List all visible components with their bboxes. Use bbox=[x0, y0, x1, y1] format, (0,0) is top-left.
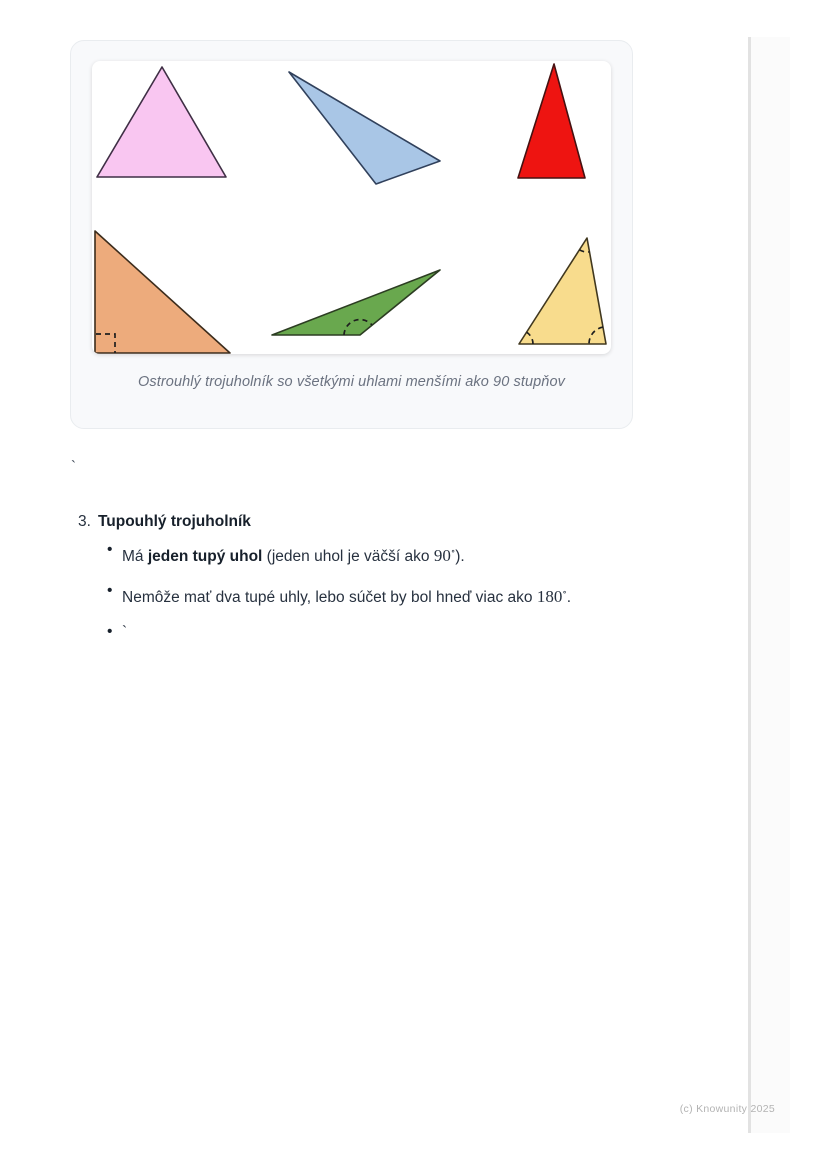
page-edge-strip bbox=[751, 37, 790, 1133]
text-segment: 180 bbox=[536, 587, 563, 606]
list-number: 3. bbox=[78, 513, 91, 530]
text-segment: ` bbox=[122, 624, 128, 641]
figure-caption: Ostrouhlý trojuholník so všetkými uhlami menšími ako 90 stupňov bbox=[138, 374, 565, 390]
text-segment: Nemôže mať dva tupé uhly, lebo súčet by bol hneď viac ako bbox=[122, 589, 537, 606]
text-segment: 90 bbox=[433, 546, 451, 565]
triangle-red-narrow bbox=[518, 64, 585, 178]
page-edge-divider bbox=[748, 37, 751, 1133]
triangle-blue-scalene bbox=[289, 72, 440, 184]
bullet-dot: • bbox=[107, 623, 113, 640]
bullet-dot: • bbox=[107, 541, 113, 558]
text-segment: . bbox=[566, 589, 572, 606]
bullet-list bbox=[78, 541, 728, 643]
figure-card bbox=[70, 40, 633, 429]
list-header bbox=[78, 512, 728, 532]
text-segment: Má bbox=[122, 548, 148, 565]
copyright-footer: (c) Knowunity 2025 bbox=[679, 1103, 775, 1115]
triangle-green-obtuse bbox=[272, 270, 440, 335]
triangle-figure-svg bbox=[92, 61, 611, 354]
stray-backtick: ` bbox=[71, 458, 76, 475]
triangle-figure bbox=[92, 61, 611, 354]
triangle-yellow-acute bbox=[519, 238, 606, 344]
text-segment: ∘ bbox=[562, 587, 567, 597]
text-segment: ). bbox=[455, 548, 465, 565]
bullet-dot: • bbox=[107, 582, 113, 599]
text-segment: (jeden uhol je väčší ako bbox=[262, 548, 434, 565]
text-segment: ∘ bbox=[450, 546, 456, 556]
list-title: Tupouhlý trojuholník bbox=[97, 513, 251, 530]
bullet-item bbox=[78, 623, 728, 643]
numbered-list-item bbox=[78, 512, 728, 658]
bullet-item bbox=[78, 541, 728, 567]
bullet-item bbox=[78, 582, 728, 608]
triangle-pink-acute bbox=[97, 67, 226, 177]
text-segment: jeden tupý uhol bbox=[147, 548, 263, 565]
